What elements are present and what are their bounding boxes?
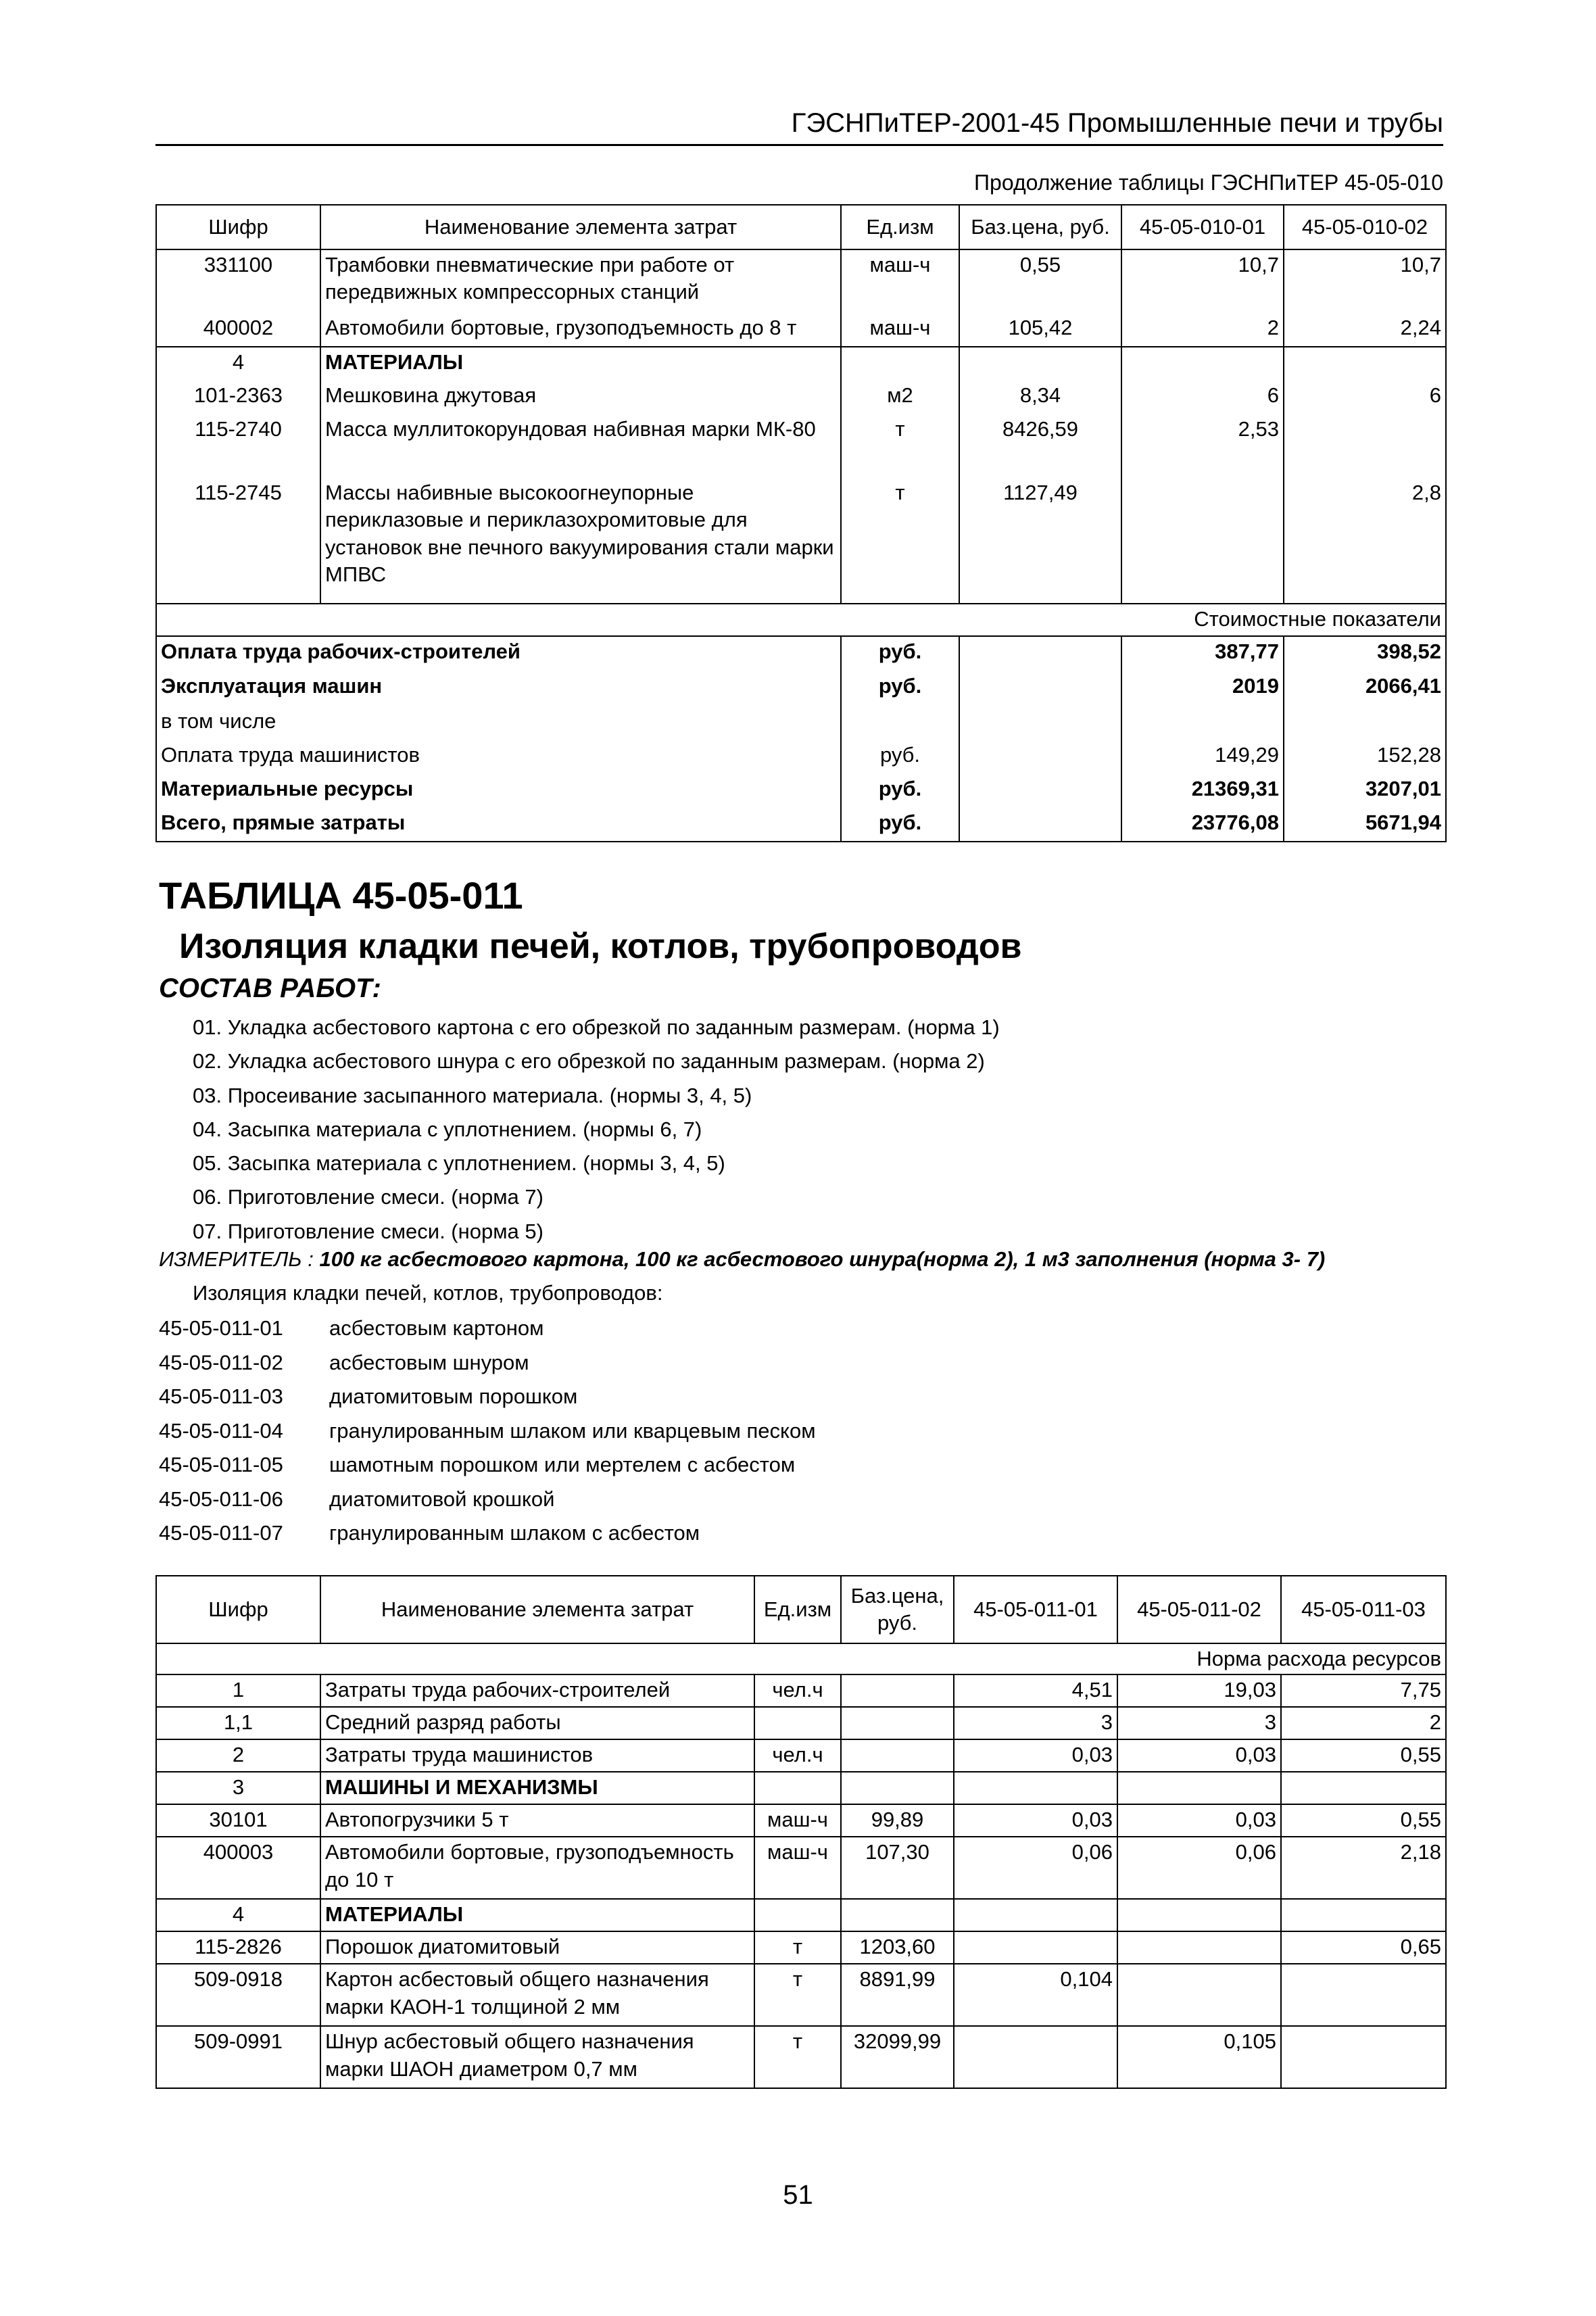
row-value: 2 [1121,313,1284,347]
row-name: Автопогрузчики 5 т [320,1804,754,1837]
list-item [159,1448,816,1482]
cost-value: 23776,08 [1121,808,1284,842]
row-code: 115-2745 [156,478,320,604]
row-value [1117,1772,1281,1804]
list-item: 03. Просеивание засыпанного материала. (нормы 3, 4, 5) [193,1083,752,1107]
col-header-code: Шифр [156,1576,320,1643]
row-value [954,1772,1117,1804]
row-value: 0,03 [1117,1739,1281,1772]
row-price [841,1899,954,1931]
col-header-unit: Ед.изм [841,205,959,249]
cost-value: 149,29 [1121,740,1284,774]
row-unit [754,1707,841,1739]
row-price [841,1772,954,1804]
measure-text: 100 кг асбестового картона, 100 кг асбестового шнура(норма 2), 1 м3 заполнения (норма 3- 7) [319,1247,1326,1271]
col-header-name: Наименование элемента затрат [320,205,841,249]
list-item [159,1380,816,1414]
row-value: 0,03 [954,1804,1117,1837]
cost-row [156,636,1446,671]
row-code: 101-2363 [156,381,320,414]
cost-value: 5671,94 [1284,808,1446,842]
row-value: 0,105 [1117,2026,1281,2088]
list-item: 06. Приготовление смеси. (норма 7) [193,1185,543,1209]
table-row [156,1964,1446,2026]
cost-unit: руб. [841,636,959,671]
row-code: 4 [156,1899,320,1931]
resource-table-45-05-011 [155,1575,1447,2089]
row-name: Затраты труда рабочих-строителей [320,1674,754,1707]
row-price: 1203,60 [841,1931,954,1964]
row-value: 2,53 [1121,414,1284,478]
cost-row [156,671,1446,706]
row-section-title: МАТЕРИАЛЫ [320,347,841,381]
row-price: 0,55 [959,249,1121,313]
row-code: 331100 [156,249,320,313]
cost-name: Эксплуатация машин [156,671,841,706]
row-unit: т [841,414,959,478]
norm-code: 45-05-011-02 [159,1350,283,1374]
row-code: 509-0991 [156,2026,320,2088]
row-value [1121,478,1284,604]
works-list [193,1011,1000,1249]
cost-value [1284,706,1446,740]
resource-table-45-05-010 [155,204,1447,842]
cost-unit: руб. [841,671,959,706]
row-value: 3 [1117,1707,1281,1739]
row-value [954,1931,1117,1964]
row-unit: т [841,478,959,604]
row-unit: маш-ч [841,249,959,313]
row-name: Средний разряд работы [320,1707,754,1739]
row-price [841,1707,954,1739]
col-header-name: Наименование элемента затрат [320,1576,754,1643]
row-value: 2,24 [1284,313,1446,347]
row-unit [754,1772,841,1804]
norm-code: 45-05-011-05 [159,1453,283,1476]
row-name: Трамбовки пневматические при работе от передвижных компрессорных станций [320,249,841,313]
row-value: 0,03 [1117,1804,1281,1837]
row-value [1281,1772,1446,1804]
table-row [156,414,1446,478]
row-value [954,1899,1117,1931]
row-value: 2,8 [1284,478,1446,604]
row-name: Мешковина джутовая [320,381,841,414]
row-value: 0,65 [1281,1931,1446,1964]
isolation-intro: Изоляция кладки печей, котлов, трубопроводов: [193,1281,663,1305]
row-value [1117,1931,1281,1964]
cost-unit: руб. [841,740,959,774]
cost-row [156,706,1446,740]
cost-name: Оплата труда рабочих-строителей [156,636,841,671]
row-code: 115-2826 [156,1931,320,1964]
row-name: Порошок диатомитовый [320,1931,754,1964]
list-item [159,1414,816,1449]
row-price: 8426,59 [959,414,1121,478]
col-header-price: Баз.цена, руб. [959,205,1121,249]
list-item [159,1311,816,1346]
row-name: Автомобили бортовые, грузоподъемность до 8 т [320,313,841,347]
col-header-v3: 45-05-011-03 [1281,1576,1446,1643]
row-price: 105,42 [959,313,1121,347]
row-price [841,1739,954,1772]
cost-row [156,774,1446,808]
table-row [156,1739,1446,1772]
table-row [156,2026,1446,2088]
measure-label: ИЗМЕРИТЕЛЬ : [159,1247,314,1271]
norm-desc: асбестовым шнуром [329,1350,529,1374]
row-unit: чел.ч [754,1674,841,1707]
col-header-v2: 45-05-011-02 [1117,1576,1281,1643]
row-value [1281,1899,1446,1931]
cost-indicators-header: Стоимостные показатели [156,604,1446,636]
row-value [1117,1964,1281,2026]
row-value [1121,347,1284,381]
norm-code: 45-05-011-06 [159,1487,283,1511]
row-value: 3 [954,1707,1117,1739]
row-unit: т [754,1964,841,2026]
row-section-title: МАТЕРИАЛЫ [320,1899,754,1931]
row-price: 32099,99 [841,2026,954,2088]
row-code: 400003 [156,1837,320,1899]
table-row [156,1804,1446,1837]
row-value: 0,55 [1281,1804,1446,1837]
row-value: 2 [1281,1707,1446,1739]
cost-row [156,740,1446,774]
row-unit: чел.ч [754,1739,841,1772]
row-code: 2 [156,1739,320,1772]
table-row [156,478,1446,604]
row-value: 0,03 [954,1739,1117,1772]
row-name: Автомобили бортовые, грузоподъемность до 10 т [320,1837,754,1899]
row-value: 19,03 [1117,1674,1281,1707]
table-row [156,1899,1446,1931]
row-code: 3 [156,1772,320,1804]
table-row [156,1837,1446,1899]
row-code: 1,1 [156,1707,320,1739]
list-item: 04. Засыпка материала с уплотнением. (нормы 6, 7) [193,1117,702,1141]
row-value [1284,347,1446,381]
cost-name: Материальные ресурсы [156,774,841,808]
row-name: Массы набивные высокоогнеупорные периклазовые и периклазохромитовые для установок вне печного вакуумирования стали марки МПВС [320,478,841,604]
page-number: 51 [783,2180,813,2210]
table-row [156,1707,1446,1739]
norm-code: 45-05-011-01 [159,1316,283,1340]
row-value: 7,75 [1281,1674,1446,1707]
list-item: 07. Приготовление смеси. (норма 5) [193,1219,543,1243]
row-unit [841,347,959,381]
row-price: 8891,99 [841,1964,954,2026]
cost-value: 2066,41 [1284,671,1446,706]
list-item: 01. Укладка асбестового картона с его обрезкой по заданным размерам. (норма 1) [193,1015,1000,1039]
row-name: Масса муллитокорундовая набивная марки МК-80 [320,414,841,478]
cost-unit: руб. [841,808,959,842]
row-name: Шнур асбестовый общего назначения марки ШАОН диаметром 0,7 мм [320,2026,754,2088]
table-row [156,249,1446,313]
cost-value [1121,706,1284,740]
col-header-v1: 45-05-011-01 [954,1576,1117,1643]
row-code: 1 [156,1674,320,1707]
row-unit: маш-ч [841,313,959,347]
row-value [1284,414,1446,478]
row-value: 0,55 [1281,1739,1446,1772]
norm-codes-list [159,1311,816,1551]
row-price: 1127,49 [959,478,1121,604]
row-code: 509-0918 [156,1964,320,2026]
row-name: Затраты труда машинистов [320,1739,754,1772]
cost-name: в том числе [156,706,841,740]
norm-desc: гранулированным шлаком с асбестом [329,1521,700,1545]
cost-unit [841,706,959,740]
row-value [954,2026,1117,2088]
row-unit: м2 [841,381,959,414]
row-price [959,347,1121,381]
row-unit: т [754,2026,841,2088]
row-unit: маш-ч [754,1804,841,1837]
col-header-v1: 45-05-010-01 [1121,205,1284,249]
table-row [156,381,1446,414]
row-value: 10,7 [1284,249,1446,313]
table-row [156,1931,1446,1964]
row-value: 4,51 [954,1674,1117,1707]
row-value: 6 [1121,381,1284,414]
list-item [159,1516,816,1551]
row-value: 2,18 [1281,1837,1446,1899]
row-value [1117,1899,1281,1931]
norm-desc: диатомитовой крошкой [329,1487,555,1511]
running-header: ГЭСНПиТЕР-2001-45 Промышленные печи и трубы [155,108,1443,146]
works-heading: СОСТАВ РАБОТ: [159,973,381,1003]
norm-desc: асбестовым картоном [329,1316,544,1340]
row-price [841,1674,954,1707]
table-row [156,1772,1446,1804]
row-price: 99,89 [841,1804,954,1837]
row-value [1281,1964,1446,2026]
norm-code: 45-05-011-03 [159,1384,283,1408]
norm-code: 45-05-011-04 [159,1418,283,1443]
col-header-code: Шифр [156,205,320,249]
row-price: 107,30 [841,1837,954,1899]
col-header-v2: 45-05-010-02 [1284,205,1446,249]
row-value: 0,06 [954,1837,1117,1899]
list-item [159,1346,816,1380]
norm-desc: гранулированным шлаком или кварцевым песком [329,1418,816,1443]
norm-desc: шамотным порошком или мертелем с асбестом [329,1453,796,1476]
row-code: 30101 [156,1804,320,1837]
list-item [159,1482,816,1517]
norm-desc: диатомитовым порошком [329,1384,578,1408]
row-section-title: МАШИНЫ И МЕХАНИЗМЫ [320,1772,754,1804]
row-value: 6 [1284,381,1446,414]
cost-value: 21369,31 [1121,774,1284,808]
norm-code: 45-05-011-07 [159,1521,283,1545]
cost-name: Оплата труда машинистов [156,740,841,774]
table-title: Изоляция кладки печей, котлов, трубопроводов [179,927,1022,966]
row-value: 10,7 [1121,249,1284,313]
col-header-price: Баз.цена, руб. [841,1576,954,1643]
table-continuation-caption: Продолжение таблицы ГЭСНПиТЕР 45-05-010 [974,170,1443,195]
cost-value: 3207,01 [1284,774,1446,808]
row-price: 8,34 [959,381,1121,414]
cost-value: 398,52 [1284,636,1446,671]
measure-unit-line [159,1247,1325,1272]
row-value [1281,2026,1446,2088]
list-item: 02. Укладка асбестового шнура с его обрезкой по заданным размерам. (норма 2) [193,1049,985,1073]
cost-value: 2019 [1121,671,1284,706]
cost-name: Всего, прямые затраты [156,808,841,842]
row-code: 4 [156,347,320,381]
row-value: 0,06 [1117,1837,1281,1899]
table-row [156,313,1446,347]
table-number: ТАБЛИЦА 45-05-011 [159,874,523,917]
norm-consumption-header: Норма расхода ресурсов [156,1643,1446,1674]
col-header-unit: Ед.изм [754,1576,841,1643]
row-name: Картон асбестовый общего назначения марки КАОН-1 толщиной 2 мм [320,1964,754,2026]
row-unit [754,1899,841,1931]
row-code: 115-2740 [156,414,320,478]
cost-row [156,808,1446,842]
row-code: 400002 [156,313,320,347]
row-unit: маш-ч [754,1837,841,1899]
row-unit: т [754,1931,841,1964]
cost-value: 152,28 [1284,740,1446,774]
cost-unit: руб. [841,774,959,808]
row-value: 0,104 [954,1964,1117,2026]
list-item: 05. Засыпка материала с уплотнением. (нормы 3, 4, 5) [193,1151,725,1176]
table-row [156,347,1446,381]
cost-value: 387,77 [1121,636,1284,671]
table-row [156,1674,1446,1707]
